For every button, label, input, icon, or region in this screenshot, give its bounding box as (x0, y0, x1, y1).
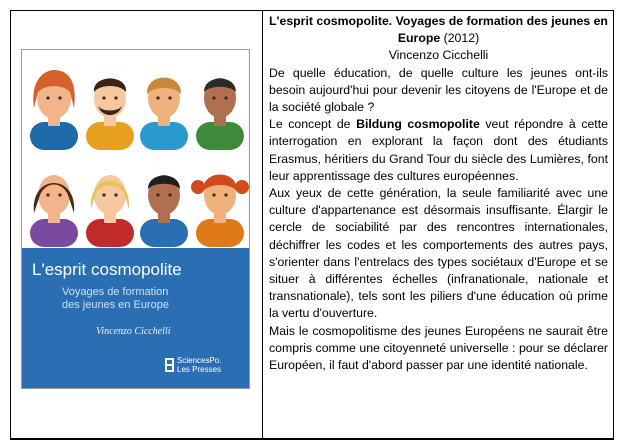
cover-author: Vincenzo Cicchelli (96, 326, 171, 337)
publisher-line-2: Les Presses (177, 365, 222, 374)
bildung-term: Bildung cosmopolite (356, 117, 480, 132)
book-cover (21, 49, 250, 389)
column-divider (262, 11, 263, 439)
face-4 (196, 78, 244, 150)
table-bottom-rule (11, 438, 613, 439)
face-5 (30, 175, 78, 247)
description-text (269, 13, 608, 374)
publisher-logo-icon (165, 358, 174, 372)
paragraph-4: Mais le cosmopolitisme des jeunes Européens ne saurait être compris comme une citoyenneté universelle : pour se déclarer Européen, il faut d'abord passer par une identité nationale. (269, 323, 608, 373)
cover-faces-illustration (22, 50, 250, 250)
document-table (10, 10, 614, 440)
cover-subtitle-line-1: Voyages de formation (62, 286, 169, 298)
face-2 (86, 78, 134, 150)
publisher-name (177, 356, 221, 374)
paragraph-2-start: Le concept de (269, 117, 357, 132)
paragraph-2 (269, 116, 608, 185)
paragraph-3: Aux yeux de cette génération, la seule familiarité avec une culture d'appartenance est désormais insuffisante. Élargir le cercle de sociabilité par des rencontres internationales, déchiffrer les codes et les comportements des autres pays, s'orienter dans l'entrelacs des types sociétaux d'Europe et se situer à différentes échelles (infranationale, nationale et transnationale), tels sont les piliers d'une éducation où prime la vertu d'ouverture. (269, 186, 608, 321)
cover-subtitle-line-2: des jeunes en Europe (62, 299, 170, 311)
cover-subtitle (62, 286, 242, 312)
paragraph-1: De quelle éducation, de quelle culture les jeunes ont-ils besoin aujourd'hui pour devenir les citoyens de l'Europe et de la société globale ? (269, 65, 608, 115)
publisher-line-1: SciencesPo. (177, 356, 222, 365)
entry-title: L'esprit cosmopolite. Voyages de formation des jeunes en Europe (269, 14, 608, 46)
cover-title: L'esprit cosmopolite (32, 260, 182, 279)
entry-year: (2012) (443, 31, 480, 46)
face-1 (30, 70, 78, 150)
entry-author: Vincenzo Cicchelli (388, 48, 489, 63)
paragraph-2-end: veut répondre à cette interrogation en explorant la façon dont des étudiants Erasmus, héritiers du Grand Tour du siècle des Lumières, font leur apprentissage des cultures européennes. (269, 117, 608, 183)
face-8 (191, 175, 249, 248)
face-3 (140, 78, 188, 151)
face-7 (140, 175, 188, 247)
cover-blue-band (22, 248, 250, 389)
entry-heading (269, 13, 608, 47)
face-6 (86, 175, 134, 247)
